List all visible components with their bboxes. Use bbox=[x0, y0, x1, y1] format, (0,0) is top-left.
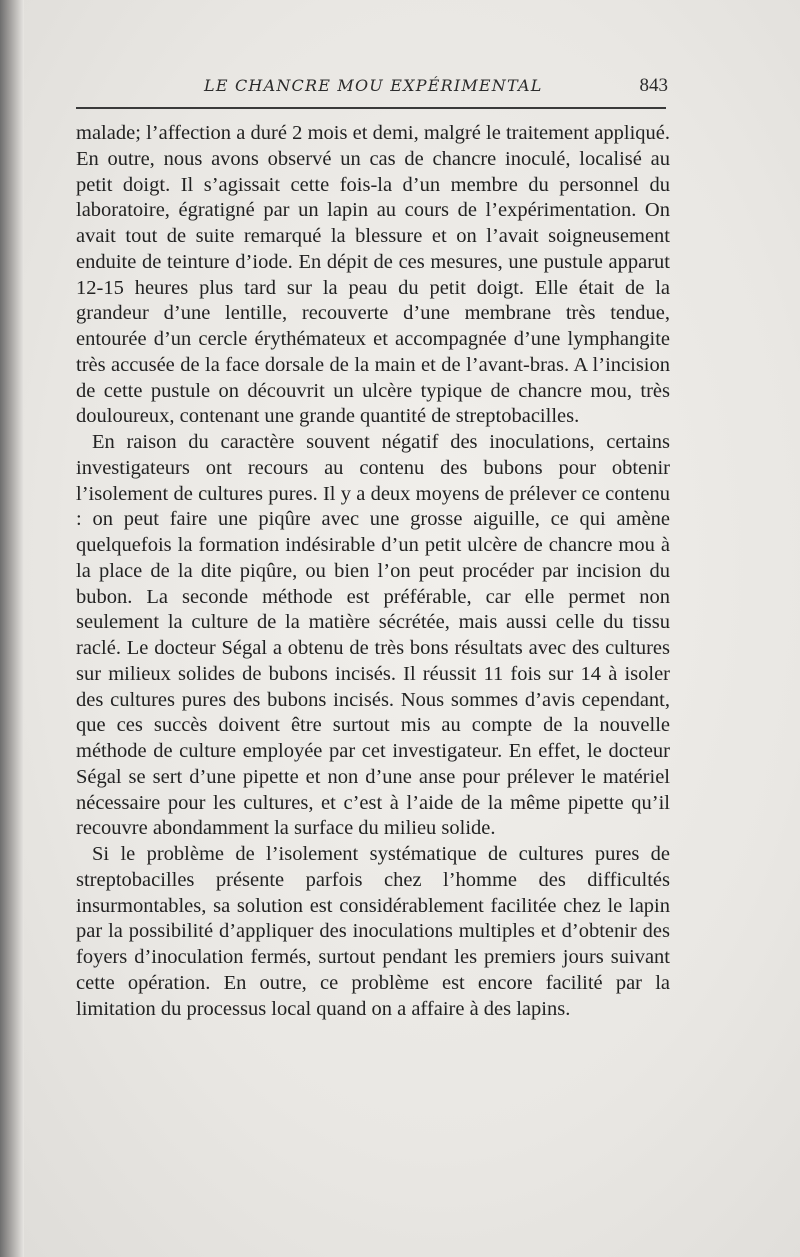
paragraph-3: Si le problème de l’isolement systématique de cultures pures de streptobacilles présente parfois chez l’homme des difficultés insurmontables, sa solution est considérablement facilitée chez le lapin par la possibilité d’appliquer des inoculations multiples et d’obtenir des foyers d’inoculation fermés, surtout pendant les premiers jours suivant cette opération. En outre, ce problème est encore facilité par la limitation du processus local quand on a affaire à des lapins. bbox=[76, 843, 670, 1020]
page-number: 843 bbox=[639, 75, 668, 96]
paragraph-1: malade; l’affection a duré 2 mois et demi, malgré le traitement appliqué. En outre, nous avons observé un cas de chancre inoculé, localisé au petit doigt. Il s’agissait cette fois-la d’un membre du personnel du laboratoire, égratigné par un lapin au cours de l’expérimentation. On avait tout de suite remarqué la blessure et on l’avait soigneusement enduite de teinture d’iode. En dépit de ces mesures, une pustule apparut 12-15 heures plus tard sur la peau du petit doigt. Elle était de la grandeur d’une lentille, recouverte d’une membrane très tendue, entourée d’un cercle érythémateux et accompagnée d’une lymphangite très accusée de la face dorsale de la main et de l’avant-bras. A l’incision de cette pustule on découvrit un ulcère typique de chancre mou, très douloureux, contenant une grande quantité de streptobacilles. bbox=[76, 122, 670, 428]
running-title: LE CHANCRE MOU EXPÉRIMENTAL bbox=[204, 76, 543, 95]
page-header bbox=[76, 72, 668, 102]
header-rule bbox=[76, 107, 666, 109]
binding-shadow bbox=[0, 0, 24, 1257]
paragraph-2: En raison du caractère souvent négatif des inoculations, certains investigateurs ont recours au contenu des bubons pour obtenir l’isolement de cultures pures. Il y a deux moyens de prélever ce contenu : on peut faire une piqûre avec une grosse aiguille, ce qui amène quelquefois la formation indésirable d’un petit ulcère de chancre mou à la place de la dite piqûre, ou bien l’on peut procéder par incision du bubon. La seconde méthode est préférable, car elle permet non seulement la culture de la matière sécrétée, mais aussi celle du tissu raclé. Le docteur Ségal a obtenu de très bons résultats avec des cultures sur milieux solides de bubons incisés. Il réussit 11 fois sur 14 à isoler des cultures pures des bubons incisés. Nous sommes d’avis cependant, que ces succès doivent être surtout mis au compte de la nouvelle méthode de culture employée par cet investigateur. En effet, le docteur Ségal se sert d’une pipette et non d’une anse pour prélever le matériel nécessaire pour les cultures, et c’est à l’aide de la même pipette qu’il recouvre abondamment la surface du milieu solide. bbox=[76, 431, 670, 840]
body-text bbox=[76, 121, 670, 1022]
